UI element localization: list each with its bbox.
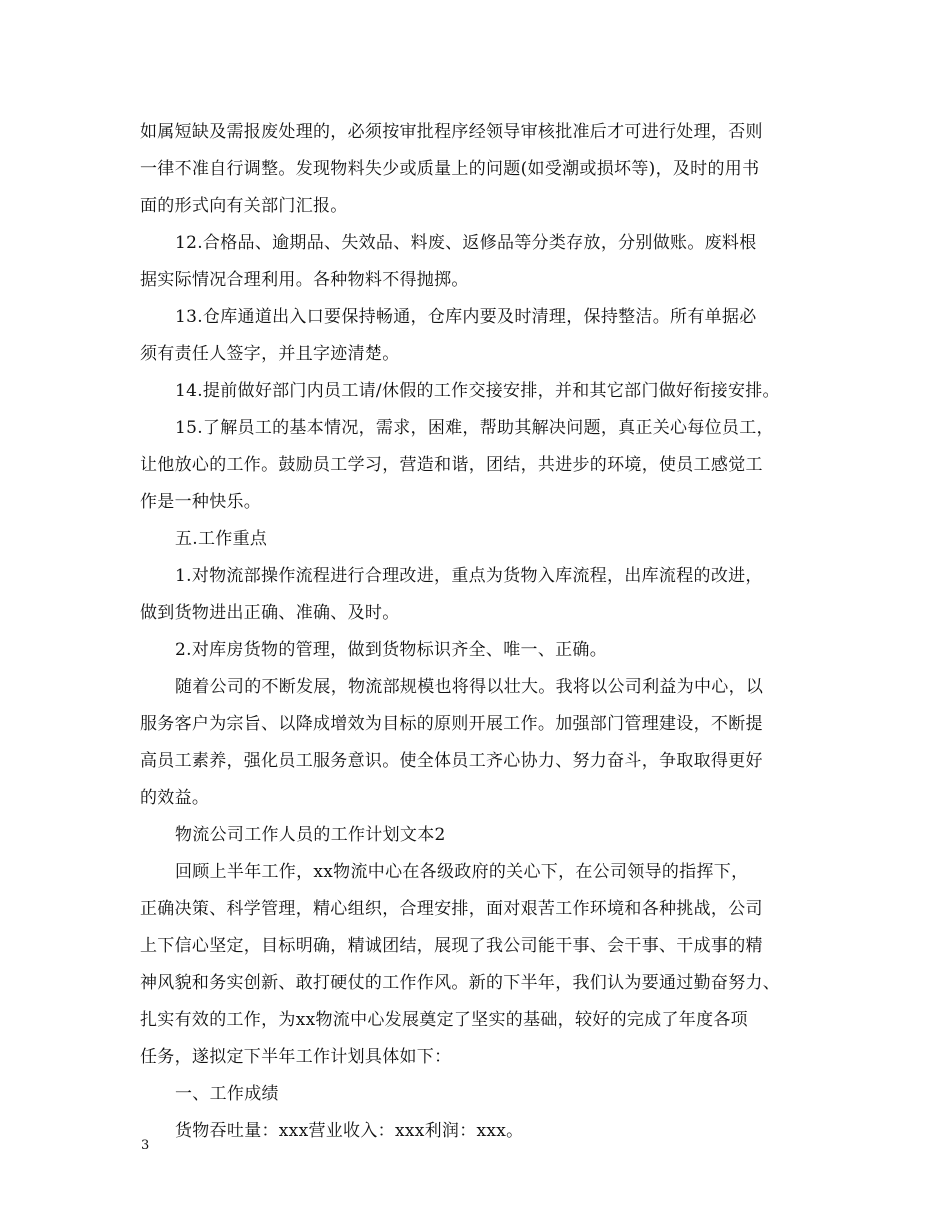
text-line: 须有责任人签字，并且字迹清楚。 <box>140 344 400 364</box>
text-line: 12.合格品、逾期品、失效品、料废、返修品等分类存放，分别做账。废料根 <box>175 233 757 253</box>
section-heading: 五.工作重点 <box>175 529 268 549</box>
text-line: 15.了解员工的基本情况，需求，困难，帮助其解决问题，真正关心每位员工， <box>175 418 774 438</box>
text-line: 高员工素养，强化员工服务意识。使全体员工齐心协力、努力奋斗，争取取得更好 <box>140 751 763 771</box>
text-line: 14.提前做好部门内员工请/休假的工作交接安排，并和其它部门做好衔接安排。 <box>175 381 780 401</box>
text-line: 随着公司的不断发展，物流部规模也将得以壮大。我将以公司利益为中心，以 <box>175 677 764 697</box>
text-line: 做到货物进出正确、准确、及时。 <box>140 603 400 623</box>
text-line: 13.仓库通道出入口要保持畅通，仓库内要及时清理，保持整洁。所有单据必 <box>175 307 757 327</box>
text-line: 服务客户为宗旨、以降成增效为目标的原则开展工作。加强部门管理建设，不断提 <box>140 714 763 734</box>
text-line: 一律不准自行调整。发现物料失少或质量上的问题(如受潮或损坏等)，及时的用书 <box>140 159 760 179</box>
section-heading: 一、工作成绩 <box>175 1084 279 1104</box>
page-number: 3 <box>141 1138 150 1153</box>
text-line: 据实际情况合理利用。各种物料不得抛掷。 <box>140 270 469 290</box>
section-title: 物流公司工作人员的工作计划文本2 <box>175 825 446 845</box>
text-line: 如属短缺及需报废处理的，必须按审批程序经领导审核批准后才可进行处理，否则 <box>140 122 763 142</box>
text-line: 货物吞吐量：xxx营业收入：xxx利润：xxx。 <box>175 1121 524 1141</box>
text-line: 正确决策、科学管理，精心组织，合理安排，面对艰苦工作环境和各种挑战，公司 <box>140 899 763 919</box>
text-line: 让他放心的工作。鼓励员工学习，营造和谐，团结，共进步的环境，使员工感觉工 <box>140 455 763 475</box>
text-line: 神风貌和务实创新、敢打硬仗的工作作风。新的下半年，我们认为要通过勤奋努力、 <box>140 973 781 993</box>
text-line: 2.对库房货物的管理，做到货物标识齐全、唯一、正确。 <box>175 640 608 660</box>
text-line: 的效益。 <box>140 788 210 808</box>
text-line: 面的形式向有关部门汇报。 <box>140 196 348 216</box>
text-line: 作是一种快乐。 <box>140 492 262 512</box>
text-line: 回顾上半年工作，xx物流中心在各级政府的关心下，在公司领导的指挥下， <box>175 862 749 882</box>
text-line: 1.对物流部操作流程进行合理改进，重点为货物入库流程，出库流程的改进， <box>175 566 763 586</box>
text-line: 上下信心坚定，目标明确，精诚团结，展现了我公司能干事、会干事、干成事的精 <box>140 936 763 956</box>
text-line: 任务，遂拟定下半年工作计划具体如下： <box>140 1047 452 1067</box>
text-line: 扎实有效的工作，为xx物流中心发展奠定了坚实的基础，较好的完成了年度各项 <box>140 1010 748 1030</box>
